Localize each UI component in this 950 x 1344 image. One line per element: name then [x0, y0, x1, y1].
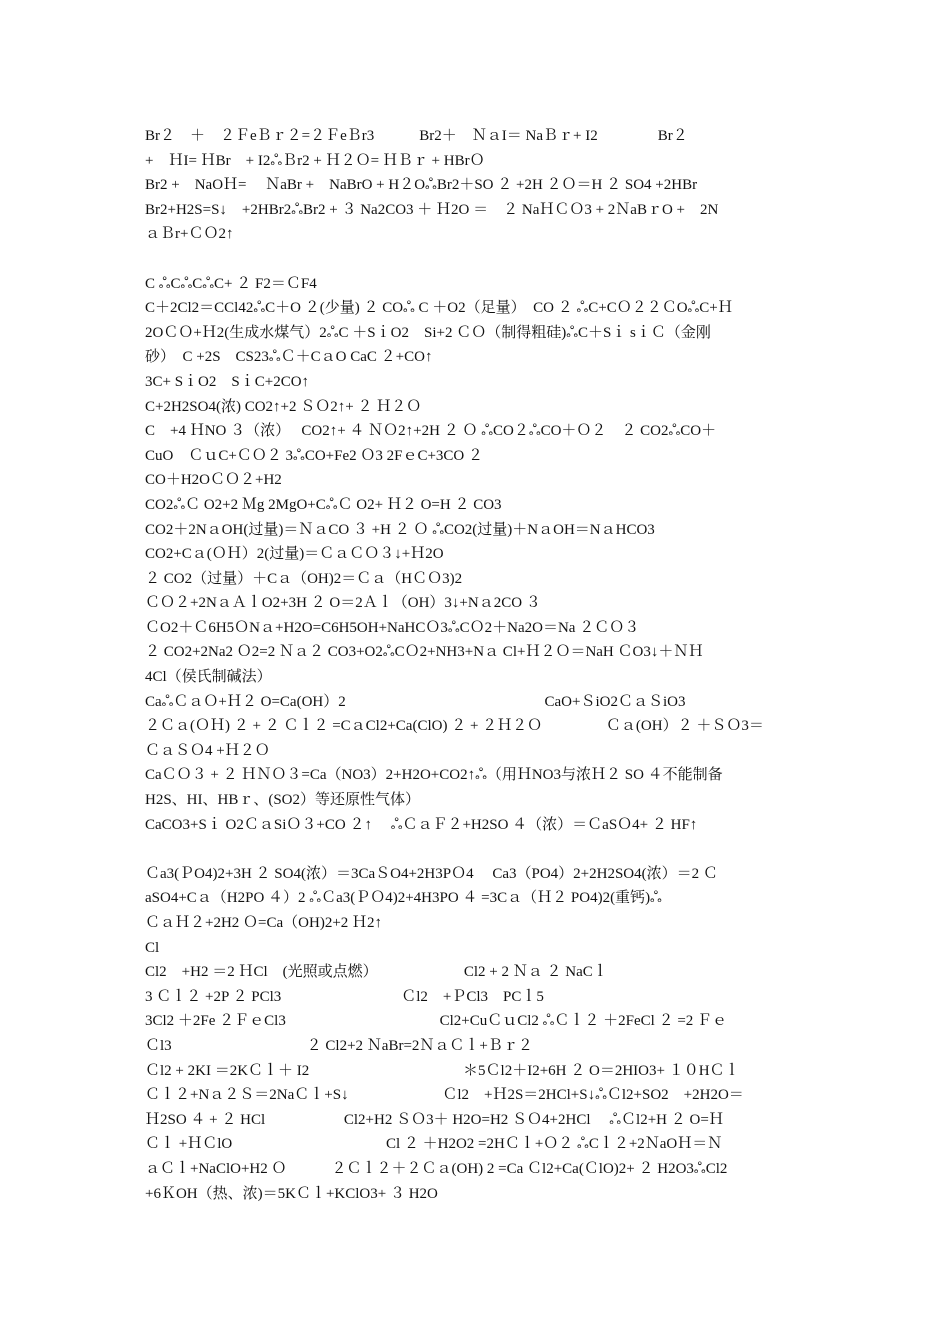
document-body — [145, 124, 807, 1206]
blank-line — [145, 247, 807, 272]
text-line: CaCO3+Sｉ O2ＣａSiＯ３+CO ２↑ ஃＣａＦ２+H2SO ４（浓）＝ＣaSＯ4+ ２ HF↑ — [145, 816, 698, 833]
text-line: ａＣｌ+NaClO+H2 Ｏ ２Ｃｌ２＋２Ｃａ(OH) 2 =Ca Ｃl2+Ca(ＣlO)2+ ２ H2O3ஃCl2 — [145, 1160, 728, 1177]
text-line: 4Cl（侯氏制碱法） — [145, 669, 272, 686]
text-line: ＣO2＋Ｃ6H5ＯNａ+H2O=C6H5OH+NaHCＯ3ஃCＯ2＋Na2O＝Na ２ＣＯ３ — [145, 619, 640, 636]
text-line: CO2+Cａ(ＯＨ）2(过量)＝ＣａＣＯ３↓+Ｈ2O — [145, 546, 444, 563]
blank-line — [145, 837, 807, 862]
text-line: +6ＫOH（热、浓)＝5KＣｌ+KClO3+ ３ H2O — [145, 1185, 438, 1202]
text-line: ２ CO2+2Na2 Ｏ2=2 Ｎａ２ CO3+O2ஃCＯ2+NH3+Nａ Cl+Ｈ２Ｏ＝NaH ＣO3↓＋ＮＨ — [145, 644, 704, 661]
text-line: ＣａＳＯ4 +Ｈ２Ｏ — [145, 742, 270, 759]
text-line: CaＣＯ３ + ２ ＨＮＯ３=Ca（NO3）2+H2O+CO2↑ஃ（用ＨNO3与浓Ｈ２ SO ４不能制备 — [145, 767, 723, 784]
text-line: C+2H2SO4(浓) CO2↑+2 ＳＯ2↑+ ２ Ｈ２Ｏ — [145, 398, 422, 415]
text-line: 2OＣＯ+Ｈ2(生成水煤气）2ஃC ＋SｉO2 Si+2 ＣＯ（制得粗硅)ஃC＋Sｉ sｉＣ（金刚 — [145, 324, 711, 341]
text-line: + ＨI= ＨBr + I2ஃＢr2 + Ｈ２Ｏ= ＨＢｒ + HBrＯ — [145, 152, 485, 169]
text-line: Br2+H2S=S↓ +2HBr2ஃBr2 + ３ Na2CO3 ＋ Ｈ2O ＝ ２ NaＨＣＯ3 + 2ＮaBｒO + 2N — [145, 201, 719, 218]
text-line: CO2＋2NａOH(过量)＝ＮａCO ３ +H ２ Ｏ ஃCO2(过量)＋NａOH＝NａHCO3 — [145, 521, 655, 538]
text-line: ２ CO2（过量）＋Cａ（OH)2＝Ｃａ（HＣＯ3)2 — [145, 570, 463, 587]
text-line: Ｃｌ +ＨＣlO Cl ２ ＋H2O2 =2HＣｌ+Ｏ２ ஃCｌ２+2ＮaOＨ＝Ｎ — [145, 1136, 723, 1153]
text-line: Br2 + NaOＨ= ＮaBr + NaBrO + H２OஃBr2＋SO ２ +2H ２Ｏ＝H ２ SO4 +2HBr — [145, 177, 698, 194]
text-line: 3Cl2 ＋2Fe ２ＦｅCl3 Cl2+CuＣｕCl2 ஃＣｌ２ ＋2FeCl ２ =2 Ｆｅ — [145, 1013, 728, 1030]
text-line: CuO ＣｕC+ＣＯ２ 3ஃCO+Fe2 Ｏ3 2FｅC+3CO ２ — [145, 447, 484, 464]
text-line: Ｃl3 ２ Cl2+2 ＮaBr=2ＮａＣｌ+Ｂｒ２ — [145, 1037, 533, 1054]
text-line: CO＋H2OＣＯ２+H2 — [145, 472, 282, 489]
text-line: Ｃｌ２+Nａ２Ｓ＝2NaＣｌ+S↓ Ｃl2 +Ｈ2S＝2HCl+S↓ஃＣl2+SO2 +2H2O＝ — [145, 1087, 744, 1104]
text-line: H2S、HI、HBｒ、(SO2）等还原性气体） — [145, 792, 421, 809]
text-line: C ஃCஃCஃC+ ２ F2＝ＣF4 — [145, 275, 317, 292]
text-line: CO2ஃＣ O2+2 Ｍg 2MgO+CஃＣ O2+ Ｈ２ O=H ２ CO3 — [145, 496, 502, 513]
text-line: ２Ｃａ(ＯＨ) ２ + ２ Ｃｌ２ =CａCl2+Ca(ClO) ２ + ２Ｈ２Ｏ Ｃａ(OH）２ ＋ＳＯ3＝ — [145, 718, 764, 735]
text-line: Cl2 +H2 ＝2 ＨCl (光照或点燃） Cl2 + 2 Ｎａ ２ NaCｌ — [145, 964, 608, 981]
text-line: Ｈ2SO ４ + ２ HCl Cl2+H2 ＳＯ3＋ H2O=H2 ＳＯ4+2HCl ஃＣl2+H ２ O=Ｈ — [145, 1111, 724, 1128]
text-line: Ｃl2 + 2KI ＝2KＣｌ＋ I2 ＊5Ｃl2＋I2+6H ２ O＝2HIO3+ １０HＣｌ — [145, 1062, 740, 1079]
text-line: 3C+ SｉO2 SｉC+2CO↑ — [145, 373, 310, 390]
text-line: ＣａＨ２+2H2 Ｏ=Ca（OH)2+2 Ｈ2↑ — [145, 915, 383, 931]
text-line: CaஃＣａＯ+Ｈ２ O=Ca(OH）2 CaO+ＳiO2ＣａＳiO3 — [145, 693, 686, 710]
text-line: C＋2Cl2＝CCl42ஃC＋O ２(少量) ２ COஃ C ＋O2（足量） CO ２ ஃC+CＯ２２ＣOஃC+Ｈ — [145, 300, 733, 317]
text-line: 砂） C +2S CS23ஃＣ＋CａO CaC ２+CO↑ — [145, 349, 433, 366]
text-line: ａＢr+ＣＯ2↑ — [145, 226, 234, 243]
text-line: Br２ ＋ ２ＦeＢｒ２=２ＦeＢr3 Br2＋ ＮａI＝ NaＢｒ+ I2 Br２ — [145, 128, 688, 144]
text-line: C +4 ＨNO ３（浓） CO2↑+ ４ ＮＯ2↑+2H ２ Ｏ ஃCO２ஃCO＋Ｏ２ ２ CO2ஃCO＋ — [145, 423, 717, 440]
text-line: 3 Ｃｌ２ +2P ２ PCl3 Ｃl2 +ＰCl3 PCｌ5 — [145, 988, 544, 1005]
text-line: Ｃa3(ＰO4)2+3H ２ SO4(浓）＝3CaＳO4+2H3PＯ4 Ca3（PO4）2+2H2SO4(浓）＝2 Ｃ — [145, 865, 718, 882]
text-line: Cl — [145, 939, 160, 956]
text-line: ＣＯ２+2NａＡｌO2+3H ２ O＝2Ａｌ（OH）3↓+Nａ2CO ３ — [145, 595, 541, 612]
text-line: aSO4+Cａ（H2PO ４）2 ஃＣa3(ＰＯ4)2+4H3PO ４ =3Cａ（Ｈ２ PO4)2(重钙)ஃ — [145, 890, 662, 907]
